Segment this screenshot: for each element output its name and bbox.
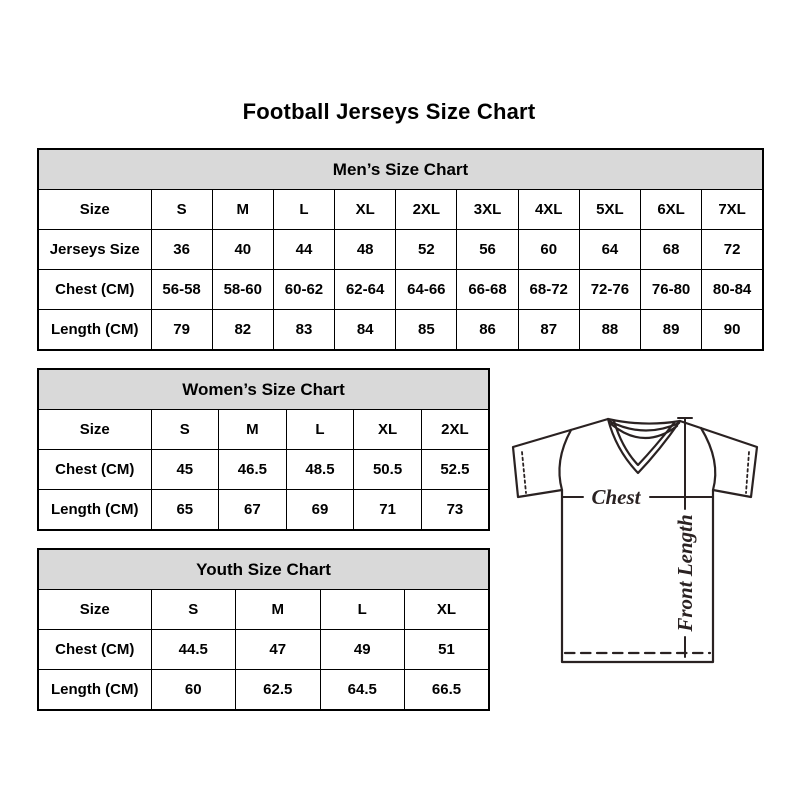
value-cell: 40 [212, 230, 273, 270]
table-row [38, 310, 763, 351]
value-cell: 85 [396, 310, 457, 351]
youth-size-chart-table [37, 548, 490, 711]
value-cell: 45 [151, 450, 219, 490]
cuff-stitch-right [746, 452, 749, 493]
value-cell: 47 [236, 630, 321, 670]
value-cell: 84 [335, 310, 396, 351]
value-cell: S [151, 190, 212, 230]
value-cell: 67 [219, 490, 287, 531]
value-cell: 60 [518, 230, 579, 270]
value-cell: 64 [579, 230, 640, 270]
value-cell: 36 [151, 230, 212, 270]
womens-size-chart-table [37, 368, 490, 531]
armhole-seam-right [701, 428, 715, 490]
value-cell: 2XL [396, 190, 457, 230]
value-cell: 48.5 [286, 450, 354, 490]
value-cell: S [151, 410, 219, 450]
value-cell: 56 [457, 230, 518, 270]
value-cell: 82 [212, 310, 273, 351]
row-label-cell: Chest (CM) [38, 630, 151, 670]
row-label-cell: Chest (CM) [38, 450, 151, 490]
value-cell: 73 [421, 490, 489, 531]
value-cell: 86 [457, 310, 518, 351]
value-cell: 69 [286, 490, 354, 531]
value-cell: 90 [702, 310, 763, 351]
value-cell: 71 [354, 490, 422, 531]
value-cell: XL [405, 590, 490, 630]
table-row [38, 450, 489, 490]
value-cell: 68-72 [518, 270, 579, 310]
table-row [38, 590, 489, 630]
value-cell: M [219, 410, 287, 450]
jersey-measurement-diagram [495, 403, 775, 673]
table-row [38, 190, 763, 230]
value-cell: 52.5 [421, 450, 489, 490]
value-cell: 62.5 [236, 670, 321, 711]
womens-table-header: Women’s Size Chart [38, 369, 489, 410]
chest-label: Chest [591, 485, 641, 509]
value-cell: 66.5 [405, 670, 490, 711]
row-label-cell: Size [38, 590, 151, 630]
mens-table-header: Men’s Size Chart [38, 149, 763, 190]
row-label-cell: Length (CM) [38, 670, 151, 711]
value-cell: 4XL [518, 190, 579, 230]
cuff-stitch-left [522, 452, 526, 493]
value-cell: 3XL [457, 190, 518, 230]
value-cell: 56-58 [151, 270, 212, 310]
value-cell: 6XL [641, 190, 702, 230]
value-cell: 60 [151, 670, 236, 711]
value-cell: 65 [151, 490, 219, 531]
value-cell: 7XL [702, 190, 763, 230]
value-cell: 83 [273, 310, 334, 351]
value-cell: 44.5 [151, 630, 236, 670]
value-cell: 60-62 [273, 270, 334, 310]
mens-size-chart-table [37, 148, 764, 351]
value-cell: 72-76 [579, 270, 640, 310]
value-cell: 68 [641, 230, 702, 270]
table-row [38, 270, 763, 310]
row-label-cell: Length (CM) [38, 310, 151, 351]
value-cell: 76-80 [641, 270, 702, 310]
page-title: Football Jerseys Size Chart [242, 99, 536, 124]
value-cell: XL [354, 410, 422, 450]
value-cell: 62-64 [335, 270, 396, 310]
mens-table [37, 148, 764, 351]
row-label-cell: Length (CM) [38, 490, 151, 531]
value-cell: L [286, 410, 354, 450]
front-length-label: Front Length [673, 514, 697, 632]
value-cell: 52 [396, 230, 457, 270]
value-cell: 49 [320, 630, 405, 670]
youth-table-header: Youth Size Chart [38, 549, 489, 590]
table-row [38, 630, 489, 670]
value-cell: M [236, 590, 321, 630]
value-cell: 66-68 [457, 270, 518, 310]
armhole-seam-left [559, 430, 571, 490]
value-cell: L [320, 590, 405, 630]
value-cell: 5XL [579, 190, 640, 230]
value-cell: 2XL [421, 410, 489, 450]
table-row [38, 230, 763, 270]
table-row [38, 410, 489, 450]
value-cell: 48 [335, 230, 396, 270]
value-cell: 44 [273, 230, 334, 270]
row-label-cell: Chest (CM) [38, 270, 151, 310]
row-label-cell: Size [38, 410, 151, 450]
youth-table [37, 548, 490, 711]
row-label-cell: Jerseys Size [38, 230, 151, 270]
jersey-outline-shape [513, 419, 757, 662]
table-row [38, 670, 489, 711]
value-cell: S [151, 590, 236, 630]
value-cell: 46.5 [219, 450, 287, 490]
value-cell: 58-60 [212, 270, 273, 310]
value-cell: 51 [405, 630, 490, 670]
value-cell: 72 [702, 230, 763, 270]
womens-table [37, 368, 490, 531]
value-cell: 79 [151, 310, 212, 351]
row-label-cell: Size [38, 190, 151, 230]
value-cell: 64.5 [320, 670, 405, 711]
value-cell: 64-66 [396, 270, 457, 310]
value-cell: M [212, 190, 273, 230]
value-cell: 50.5 [354, 450, 422, 490]
value-cell: XL [335, 190, 396, 230]
value-cell: 88 [579, 310, 640, 351]
value-cell: 87 [518, 310, 579, 351]
value-cell: L [273, 190, 334, 230]
value-cell: 89 [641, 310, 702, 351]
table-row [38, 490, 489, 531]
value-cell: 80-84 [702, 270, 763, 310]
